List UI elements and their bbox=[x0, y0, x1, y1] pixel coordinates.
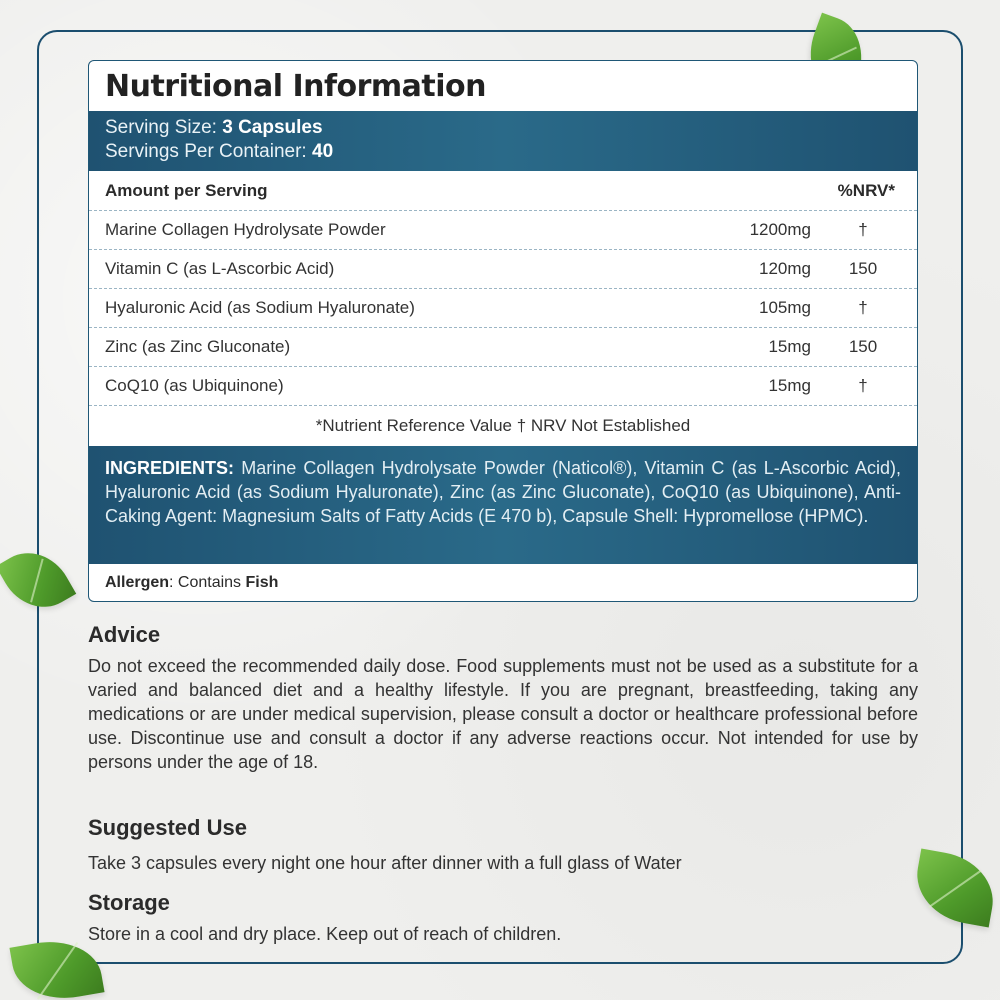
storage-section bbox=[88, 890, 918, 946]
ingredients-label: INGREDIENTS: bbox=[105, 458, 235, 478]
nutrition-panel bbox=[88, 60, 918, 602]
servings-per-container-label: Servings Per Container: bbox=[105, 141, 312, 162]
allergen-label: Allergen bbox=[105, 574, 170, 591]
table-row bbox=[89, 250, 917, 289]
table-row bbox=[89, 367, 917, 406]
ingredients-text: Marine Collagen Hydrolysate Powder (Naticol®), Vitamin C (as L-Ascorbic Acid), Hyaluronic Acid (as Sodium Hyaluronate), Zinc (as Zinc Gluconate), CoQ10 (as Ubiquinone), Anti-Caking Agent: Magnesium Salts of Fatty Acids (E 470 b), Capsule Shell: Hypromellose (HPMC). bbox=[105, 458, 901, 526]
advice-text: Do not exceed the recommended daily dose. Food supplements must not be used as a substitute for a varied and balanced diet and a healthy lifestyle. If you are pregnant, breastfeeding, taking any medications or are under medical supervision, please consult a doctor or healthcare professional before use. Discontinue use and consult a doctor if any adverse reactions occur. Not intended for use by persons under the age of 18. bbox=[88, 656, 918, 772]
panel-title: Nutritional Information bbox=[105, 69, 487, 104]
suggested-use-section bbox=[88, 815, 918, 875]
servings-per-container bbox=[105, 140, 901, 164]
nutrient-nrv: 150 bbox=[848, 259, 878, 278]
serving-size bbox=[105, 116, 901, 140]
table-row bbox=[89, 328, 917, 367]
advice-heading: Advice bbox=[88, 622, 161, 647]
nutrient-amount: 120mg bbox=[759, 259, 811, 278]
nutrient-nrv: 150 bbox=[848, 337, 878, 356]
serving-size-label: Serving Size: bbox=[105, 117, 223, 138]
allergen-value: Fish bbox=[245, 574, 279, 591]
nrv-footnote: *Nutrient Reference Value † NRV Not Established bbox=[315, 416, 691, 435]
nutrient-name: Hyaluronic Acid (as Sodium Hyaluronate) bbox=[105, 298, 415, 317]
nutrient-name: Zinc (as Zinc Gluconate) bbox=[105, 337, 291, 356]
header-amount-per-serving: Amount per Serving bbox=[105, 180, 268, 200]
allergen-text: : Contains bbox=[169, 574, 246, 591]
nutrient-amount: 15mg bbox=[768, 376, 811, 395]
nutrient-amount: 1200mg bbox=[749, 220, 811, 239]
table-row bbox=[89, 211, 917, 250]
header-nrv: %NRV* bbox=[837, 180, 895, 200]
nutrient-amount: 105mg bbox=[759, 298, 811, 317]
nutrient-name: Marine Collagen Hydrolysate Powder bbox=[105, 220, 386, 239]
nutrient-name: CoQ10 (as Ubiquinone) bbox=[105, 376, 284, 395]
table-header bbox=[89, 171, 917, 211]
suggested-use-text: Take 3 capsules every night one hour after dinner with a full glass of Water bbox=[88, 853, 682, 873]
servings-per-container-value: 40 bbox=[312, 141, 334, 162]
nutrient-nrv: † bbox=[858, 298, 868, 317]
storage-text: Store in a cool and dry place. Keep out of reach of children. bbox=[88, 924, 562, 944]
nutrient-nrv: † bbox=[858, 376, 868, 395]
serving-size-value: 3 Capsules bbox=[222, 117, 323, 138]
ingredients-block bbox=[89, 446, 917, 564]
table-row bbox=[89, 289, 917, 328]
serving-info bbox=[89, 111, 917, 171]
advice-section bbox=[88, 622, 918, 774]
allergen-line bbox=[89, 564, 917, 602]
suggested-use-heading: Suggested Use bbox=[88, 815, 247, 840]
storage-heading: Storage bbox=[88, 890, 170, 915]
nutrient-amount: 15mg bbox=[768, 337, 811, 356]
nutrient-name: Vitamin C (as L-Ascorbic Acid) bbox=[105, 259, 335, 278]
nutrient-nrv: † bbox=[858, 220, 868, 239]
